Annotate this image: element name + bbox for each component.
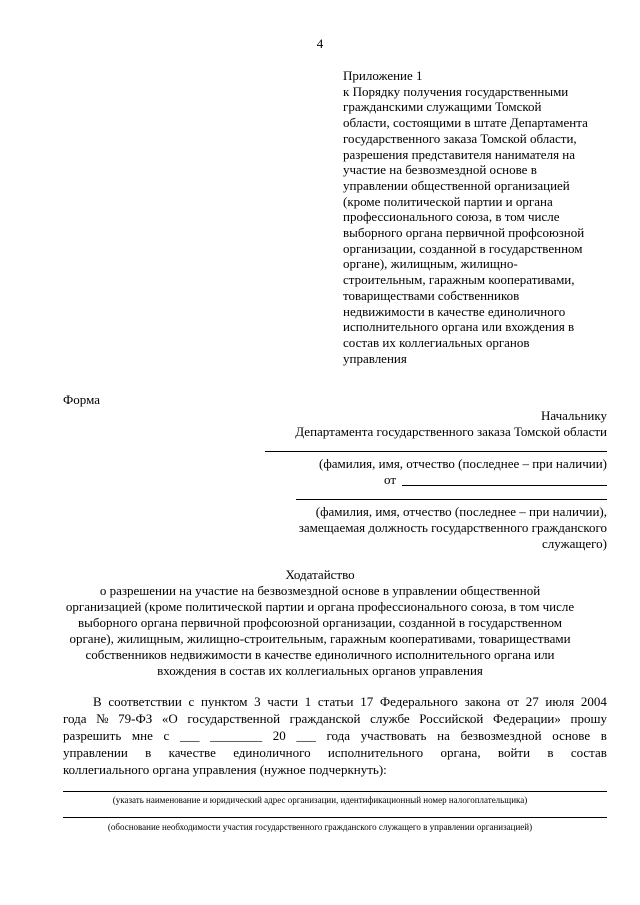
word: на [437,728,450,743]
annex-line: к Порядку получения государственными [343,83,569,99]
word: пунктом [200,694,248,709]
word: В [93,694,102,709]
organization-line[interactable] [63,791,607,792]
annex-line: недвижимости в качестве единоличного [343,303,566,319]
applicant-line[interactable] [296,499,607,500]
word: состав [570,745,607,760]
word: управлении [63,745,128,760]
petition-title: Ходатайство [285,567,355,582]
word: в [547,745,554,760]
word: в [145,745,152,760]
word: в [600,728,607,743]
word: части [267,694,299,709]
page-number: 4 [316,36,324,51]
month-blank[interactable]: ________ [210,728,263,743]
word: безвозмездной [460,728,542,743]
addressee-title: Начальнику [540,408,607,423]
word: соответствии [108,694,182,709]
annex-line: области, состоящими в штате Департамента [343,115,588,131]
petition-subtitle-line: органе), жилищным, жилищно-строительным, гаражным кооперативами, товариществами [69,631,571,646]
addressee-name-line[interactable] [265,451,607,452]
reason-hint: (обоснование необходимости участия государственного гражданского служащего в управлении организацией) [107,822,533,832]
word: года [326,728,351,743]
word: качестве [168,745,216,760]
annex-line: управления [343,350,407,366]
annex-line: разрешения представителя нанимателя на [343,146,576,162]
word: 27 [525,694,539,709]
word: единоличного [233,745,311,760]
word: прошу [570,711,607,726]
body-line-4 [63,745,607,761]
annex-line: товариществами собственников [343,287,520,303]
annex-line: выборного органа первичной профсоюзной [343,225,585,241]
from-label: от [384,472,397,487]
word: Федерации» [492,711,561,726]
petition-subtitle-line: организацией (кроме политической партии и органа профессионального союза, в том числе [65,599,575,614]
word: с [188,694,195,709]
from-name-line[interactable] [402,485,607,486]
word: мне [131,728,153,743]
word: Российской [419,711,484,726]
word: основе [552,728,591,743]
body-line-2 [63,711,607,727]
word: войти [497,745,531,760]
applicant-hint: служащего) [542,536,607,551]
addressee-department: Департамента государственного заказа Томской области [295,424,607,439]
word: органа, [440,745,481,760]
annex-line: Приложение 1 [343,68,423,83]
body-line-3 [63,728,607,744]
annex-block [343,68,605,366]
word: № [96,711,109,726]
word: разрешить [63,728,122,743]
reason-line[interactable] [63,817,607,818]
word: 2004 [580,694,607,709]
body-line-1 [93,694,607,710]
annex-line: профессионального союза, в том числе [343,209,560,225]
petition-subtitle-line: собственников недвижимости в качестве единоличного исполнительного органа или [85,647,555,662]
annex-line: состав их коллегиальных органов [343,334,530,350]
year-blank[interactable]: ___ [296,728,316,743]
annex-line: гражданскими служащими Томской [343,99,542,115]
form-label: Форма [63,392,100,407]
name-hint: (фамилия, имя, отчество (последнее – при наличии) [319,456,607,471]
applicant-hint: замещаемая должность государственного гражданского [298,520,607,535]
word: от [507,694,520,709]
word: июля [545,694,575,709]
word: 1 [304,694,312,709]
word: участвовать [360,728,427,743]
annex-line: организации, созданной в государственном [343,240,583,256]
word: закона [464,694,501,709]
word: статьи [317,694,354,709]
word: государственной [187,711,281,726]
annex-line: (кроме политической партии и органа [343,193,553,209]
annex-line: органе), жилищным, жилищно- [343,256,518,272]
word: года [63,711,87,726]
applicant-hint: (фамилия, имя, отчество (последнее – при наличии), [315,504,607,519]
word: 17 [360,694,374,709]
body-line-5 [63,762,607,778]
petition-subtitle-line: выборного органа первичной профсоюзной организации, созданной в государственном [78,615,562,630]
organization-hint: (указать наименование и юридический адрес организации, идентификационный номер налогоплательщика) [112,795,528,805]
petition-subtitle-line: вхождения в состав их коллегиальных органов управления [157,663,483,678]
word: Федерального [379,694,458,709]
word: службе [370,711,410,726]
annex-line: участие на безвозмездной основе в [343,162,537,178]
annex-line: управлении общественной организацией [343,177,570,193]
word: исполнительного [327,745,424,760]
annex-line: исполнительного органа или вхождения в [343,319,575,335]
word: с [163,728,170,743]
body-line-5-text: коллегиального органа управления (нужное подчеркнуть): [63,762,387,777]
word: гражданской [289,711,361,726]
word: 20 [272,728,286,743]
day-blank[interactable]: ___ [179,728,200,743]
annex-line: государственного заказа Томской области, [343,130,577,146]
word: 79-ФЗ [118,711,153,726]
annex-line: строительным, гаражным кооперативами, [343,272,575,288]
word: «О [161,711,178,726]
petition-subtitle-line: о разрешении на участие на безвозмездной основе в управлении общественной [99,583,541,598]
word: 3 [254,694,261,709]
